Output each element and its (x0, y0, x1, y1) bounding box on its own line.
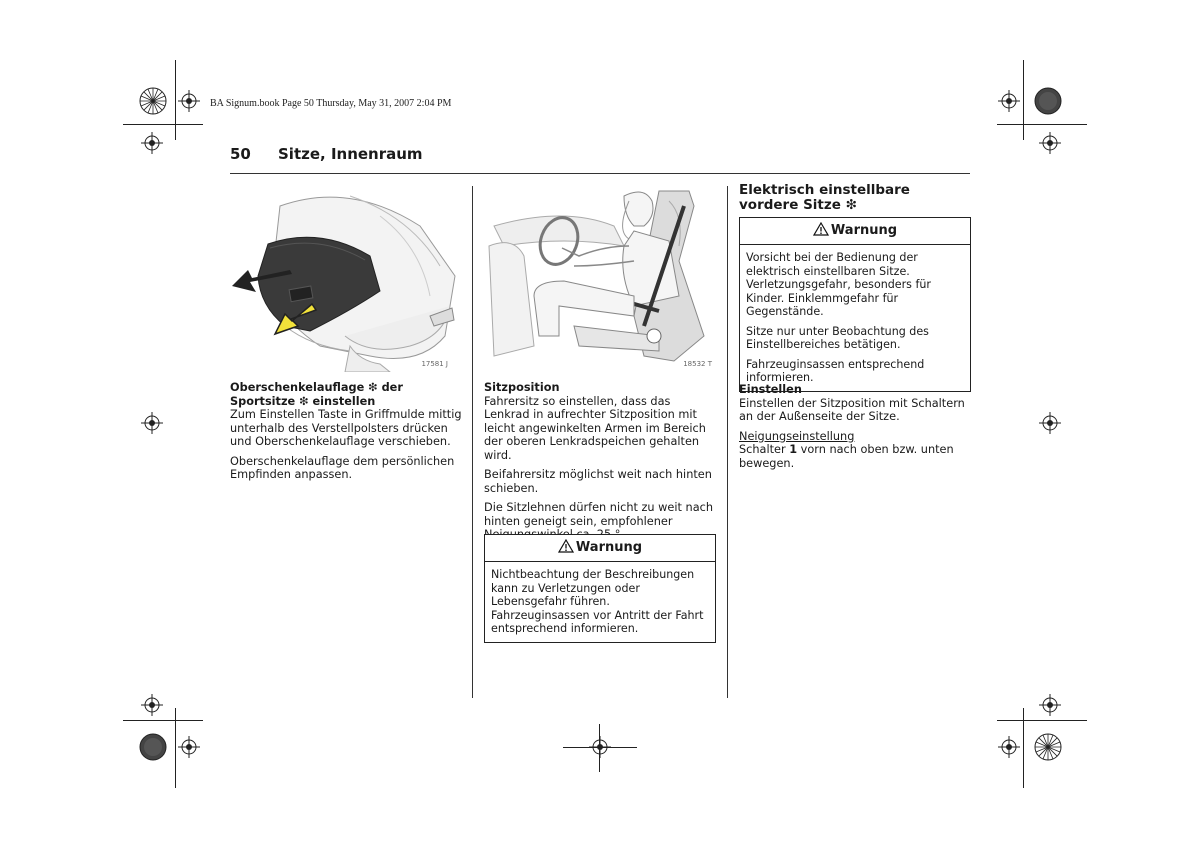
subsection-heading: Sitzposition (484, 381, 560, 394)
column-1 (230, 381, 462, 488)
crop-mark (123, 720, 203, 721)
crosshair-icon (1039, 694, 1061, 716)
warning-box (484, 534, 716, 643)
crop-mark (997, 124, 1087, 125)
warning-header (485, 535, 715, 562)
page-number: 50 (230, 145, 251, 163)
warning-triangle-icon (813, 222, 829, 236)
registration-dot-icon (138, 732, 168, 762)
warning-title: Warnung (575, 540, 643, 555)
neigungseinstellung-link[interactable]: Neigungseinstellung (739, 429, 855, 443)
crop-mark (599, 724, 600, 772)
header-rule (230, 173, 970, 174)
crosshair-icon (141, 412, 163, 434)
column-2 (484, 381, 716, 548)
crop-mark (997, 720, 1087, 721)
text-run: Schalter (739, 443, 790, 456)
seat-cushion-illustration (230, 186, 460, 372)
warning-title: Warnung (830, 223, 898, 238)
driver-seat-illustration (484, 186, 716, 372)
crop-mark (175, 60, 176, 140)
crosshair-icon (1039, 412, 1061, 434)
paragraph: Die Sitzlehnen dürfen nicht zu weit nach hinten geneigt sein, empfohlener (484, 501, 713, 528)
crop-mark (563, 747, 637, 748)
crosshair-icon (998, 736, 1020, 758)
crosshair-icon (178, 90, 200, 112)
subsection-heading: Oberschenkelauflage ❇ der Sportsitze ❇ einstellen (230, 381, 403, 408)
section-title: Sitze, Innenraum (278, 145, 423, 163)
warning-text: Vorsicht bei der Bedienung der elektrisch einstellbaren Sitze. Verletzungsgefahr, besonders für Kinder. Einklemmgefahr für Gegenstände. (746, 251, 931, 318)
switch-number: 1 (789, 443, 798, 456)
crop-mark (123, 124, 203, 125)
crosshair-icon (141, 694, 163, 716)
crosshair-icon (998, 90, 1020, 112)
text-run: vorn nach oben bzw. unten bewegen. (739, 443, 954, 470)
column-divider (727, 186, 728, 698)
warning-triangle-icon (558, 539, 574, 553)
paragraph (739, 443, 971, 470)
paragraph: Zum Einstellen Taste in Griffmulde mittig unterhalb des Verstellpolsters drücken und Oberschenkelauflage verschieben. (230, 408, 462, 448)
section-heading: Elektrisch einstellbare vordere Sitze ❇ (739, 182, 910, 213)
warning-text: Sitze nur unter Beobachtung des Einstellbereiches betätigen. (746, 324, 929, 351)
registration-dot-icon (1033, 86, 1063, 116)
crosshair-icon (141, 132, 163, 154)
warning-box (739, 217, 971, 392)
registration-target-icon (138, 86, 168, 116)
subsection-heading: Einstellen (739, 383, 802, 396)
crop-mark (1023, 60, 1024, 140)
figure-code: 17581 J (421, 360, 448, 368)
column-divider (472, 186, 473, 698)
paragraph: Fahrersitz so einstellen, dass das Lenkrad in aufrechter Sitzposition mit leicht angewinkelten Armen im Bereich der oberen Lenkradspeichen gehalten wird. (484, 394, 706, 462)
paragraph: Oberschenkelauflage dem persönlichen Empfinden anpassen. (230, 454, 455, 481)
warning-text: Fahrzeuginsassen entsprechend informieren. (746, 357, 925, 384)
registration-target-icon (1033, 732, 1063, 762)
crosshair-icon (1039, 132, 1061, 154)
crosshair-icon (178, 736, 200, 758)
warning-header (740, 218, 970, 245)
column-3-text (739, 383, 971, 470)
paragraph: Beifahrersitz möglichst weit nach hinten schieben. (484, 468, 712, 495)
print-info: BA Signum.book Page 50 Thursday, May 31, 2007 2:04 PM (210, 98, 452, 109)
warning-text: Nichtbeachtung der Beschreibungen kann zu Verletzungen oder Lebensgefahr führen. Fahrzeuginsassen vor Antritt der Fahrt entsprechend informieren. (491, 568, 704, 635)
figure-code: 18532 T (683, 360, 712, 368)
paragraph: Einstellen der Sitzposition mit Schaltern an der Außenseite der Sitze. (739, 396, 965, 423)
